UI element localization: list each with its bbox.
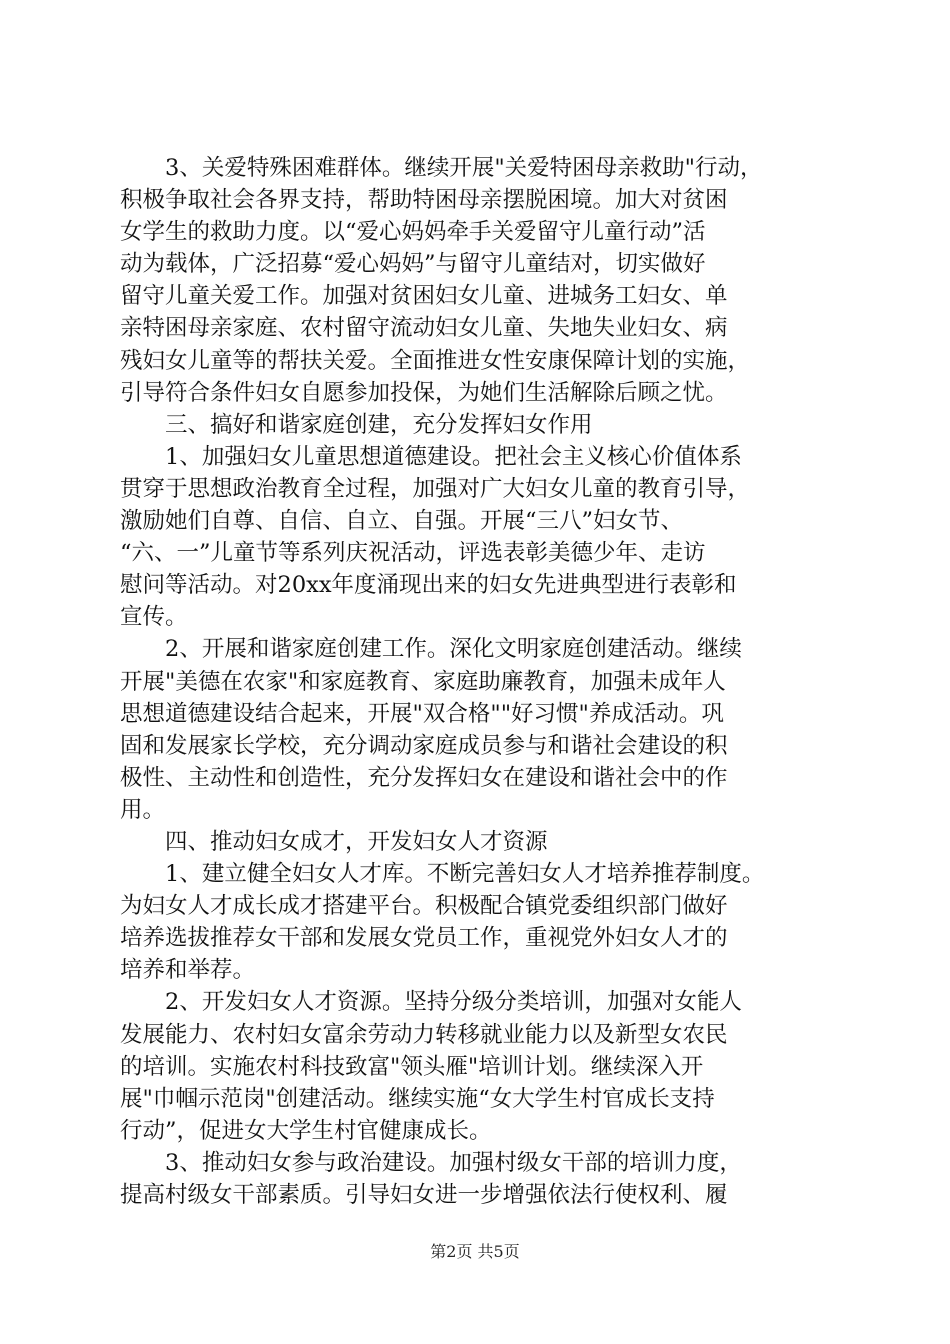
text-line: 3、关爱特殊困难群体。继续开展"关爱特困母亲救助"行动， [120, 155, 763, 181]
text-line: 1、建立健全妇女人才库。不断完善妇女人才培养推荐制度。 [120, 861, 765, 888]
text-line: 引导符合条件妇女自愿参加投保，为她们生活解除后顾之忧。 [120, 379, 728, 406]
text-line: 展"巾帼示范岗"创建活动。继续实施“女大学生村官成长支持 [120, 1085, 715, 1112]
text-line: 思想道德建设结合起来，开展"双合格""好习惯"养成活动。巩 [120, 700, 724, 727]
text-line: 1、加强妇女儿童思想道德建设。把社会主义核心价值体系 [120, 443, 742, 470]
text-line: 发展能力、农村妇女富余劳动力转移就业能力以及新型女农民 [120, 1021, 728, 1048]
document-body [120, 152, 832, 1211]
text-line: 四、推动妇女成才，开发妇女人才资源 [120, 828, 548, 855]
text-line: 用。 [120, 796, 166, 823]
text-line: 行动”，促进女大学生村官健康成长。 [120, 1117, 492, 1144]
text-line: 2、开展和谐家庭创建工作。深化文明家庭创建活动。继续 [120, 636, 742, 663]
text-line: 为妇女人才成长成才搭建平台。积极配合镇党委组织部门做好 [120, 893, 728, 920]
text-line: 开展"美德在农家"和家庭教育、家庭助廉教育，加强未成年人 [120, 668, 726, 695]
text-line: 的培训。实施农村科技致富"领头雁"培训计划。继续深入开 [120, 1053, 704, 1080]
text-line: 女学生的救助力度。以“爱心妈妈牵手关爱留守儿童行动”活 [120, 219, 706, 246]
text-line: 激励她们自尊、自信、自立、自强。开展“三八”妇女节、 [120, 508, 684, 535]
text-line: 宣传。 [120, 604, 188, 631]
text-line: 培养和举荐。 [120, 957, 256, 984]
text-line: 亲特困母亲家庭、农村留守流动妇女儿童、失地失业妇女、病 [120, 315, 728, 342]
text-line: 三、搞好和谐家庭创建，充分发挥妇女作用 [120, 411, 593, 438]
text-line: 贯穿于思想政治教育全过程，加强对广大妇女儿童的教育引导， [120, 475, 751, 502]
text-line: 积极争取社会各界支持，帮助特困母亲摆脱困境。加大对贫困 [120, 187, 728, 214]
text-line: 提高村级女干部素质。引导妇女进一步增强依法行使权利、履 [120, 1182, 728, 1208]
text-line: 3、推动妇女参与政治建设。加强村级女干部的培训力度， [120, 1149, 742, 1176]
text-line: 残妇女儿童等的帮扶关爱。全面推进女性安康保障计划的实施， [120, 347, 751, 374]
text-line: 2、开发妇女人才资源。坚持分级分类培训，加强对女能人 [120, 989, 742, 1016]
text-line: 动为载体，广泛招募“爱心妈妈”与留守儿童结对，切实做好 [120, 251, 706, 278]
text-line: 培养选拔推荐女干部和发展女党员工作，重视党外妇女人才的 [120, 925, 728, 952]
text-line: 极性、主动性和创造性，充分发挥妇女在建设和谐社会中的作 [120, 764, 728, 791]
text-line: “六、一”儿童节等系列庆祝活动，评选表彰美德少年、走访 [120, 540, 706, 567]
text-line: 慰问等活动。对20xx年度涌现出来的妇女先进典型进行表彰和 [120, 572, 737, 599]
text-line: 固和发展家长学校，充分调动家庭成员参与和谐社会建设的积 [120, 732, 728, 759]
text-line: 留守儿童关爱工作。加强对贫困妇女儿童、进城务工妇女、单 [120, 283, 728, 310]
page-footer: 第2页 共5页 [430, 1242, 520, 1261]
